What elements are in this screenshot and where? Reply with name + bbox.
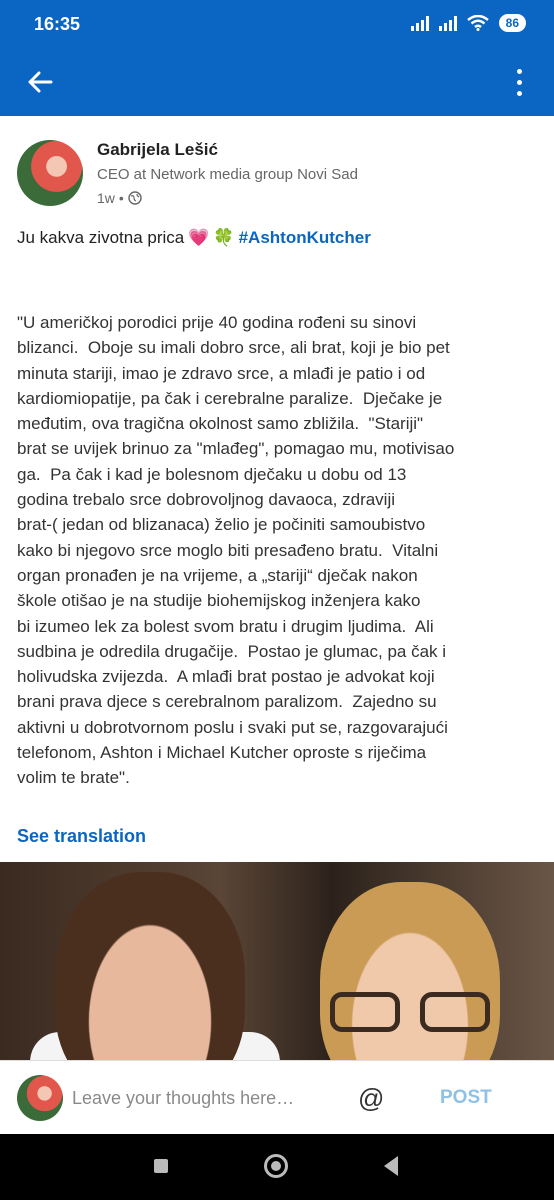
back-button[interactable] xyxy=(20,62,60,102)
comment-input[interactable] xyxy=(72,1083,342,1113)
comment-bar xyxy=(0,1060,554,1134)
post-meta xyxy=(97,190,142,206)
post-time: 1w xyxy=(97,190,115,206)
more-vertical-icon xyxy=(517,69,522,74)
battery-indicator: 86 xyxy=(499,14,526,32)
recents-icon[interactable] xyxy=(154,1159,168,1173)
signal-icon xyxy=(439,15,457,31)
signal-icon xyxy=(411,15,429,31)
arrow-left-icon xyxy=(27,71,53,93)
photo-child-right xyxy=(320,882,500,1060)
heart-emoji: 💗 xyxy=(188,228,210,247)
hashtag-link[interactable]: #AshtonKutcher xyxy=(238,228,371,247)
post-body: "U američkoj porodici prije 40 godina rođeni su sinovi blizanci. Oboje su imali dobro srce, ali brat, koji je bio pet minuta stariji, imao je zdravo srce, a mlađi je patio i od kardiomiopatije, pa čak i cerebralne paralize. Dječake je međutim, ova tragična okolnost samo zbližila. "Stariji" brat se uvijek brinuo za "mlađeg", pomagao mu, motivisao ga. Pa čak i kad je bolesnom dječaku u dobu od 13 godina trebalo srce dobrovoljnog davaoca, zdraviji brat-( jedan od blizanaca) želio je počiniti samoubistvo kako bi njegovo srce moglo biti presađeno bratu. Vitalni organ pronađen je na vrijeme, a „stariji“ dječak nakon škole otišao je na studije biohemijskog inženjera kako bi izumeo lek za bolest svom bratu i drugim ljudima. Ali sudbina je odredila drugačije. Postao je glumac, pa čak i holivudska zvijezda. A mlađi brat postao je advokat koji brani prava djece s cerebralnom paralizom. Zajedno su aktivni u dobrotvornom poslu i svaki put se, razgovarajući telefonom, Ashton i Michael Kutcher oproste s riječima volim te brate". xyxy=(17,313,455,788)
meta-separator: • xyxy=(118,190,124,206)
status-icons xyxy=(411,14,526,32)
status-bar xyxy=(0,0,554,50)
see-translation-link[interactable]: See translation xyxy=(17,826,147,846)
commenter-avatar xyxy=(17,1075,63,1121)
author-title: CEO at Network media group Novi Sad xyxy=(97,166,358,183)
wifi-icon xyxy=(467,15,489,31)
author-name[interactable]: Gabrijela Lešić xyxy=(97,140,218,159)
home-icon[interactable] xyxy=(264,1154,288,1178)
author-avatar[interactable] xyxy=(17,140,83,206)
post-header xyxy=(0,116,554,216)
globe-icon xyxy=(128,191,142,205)
photo-glasses xyxy=(330,992,500,1032)
mention-button[interactable]: @ xyxy=(358,1083,385,1113)
post-intro xyxy=(17,228,371,248)
system-nav-bar xyxy=(0,1134,554,1200)
photo-child-left xyxy=(55,872,245,1060)
clover-emoji: 🍀 xyxy=(213,228,235,247)
post-comment-button[interactable]: POST xyxy=(440,1087,492,1108)
app-bar xyxy=(0,50,554,116)
post-image[interactable] xyxy=(0,862,554,1060)
intro-text: Ju kakva zivotna prica xyxy=(17,228,185,247)
status-time: 16:35 xyxy=(34,14,81,34)
more-options-button[interactable] xyxy=(504,62,534,102)
back-triangle-icon[interactable] xyxy=(384,1156,398,1176)
